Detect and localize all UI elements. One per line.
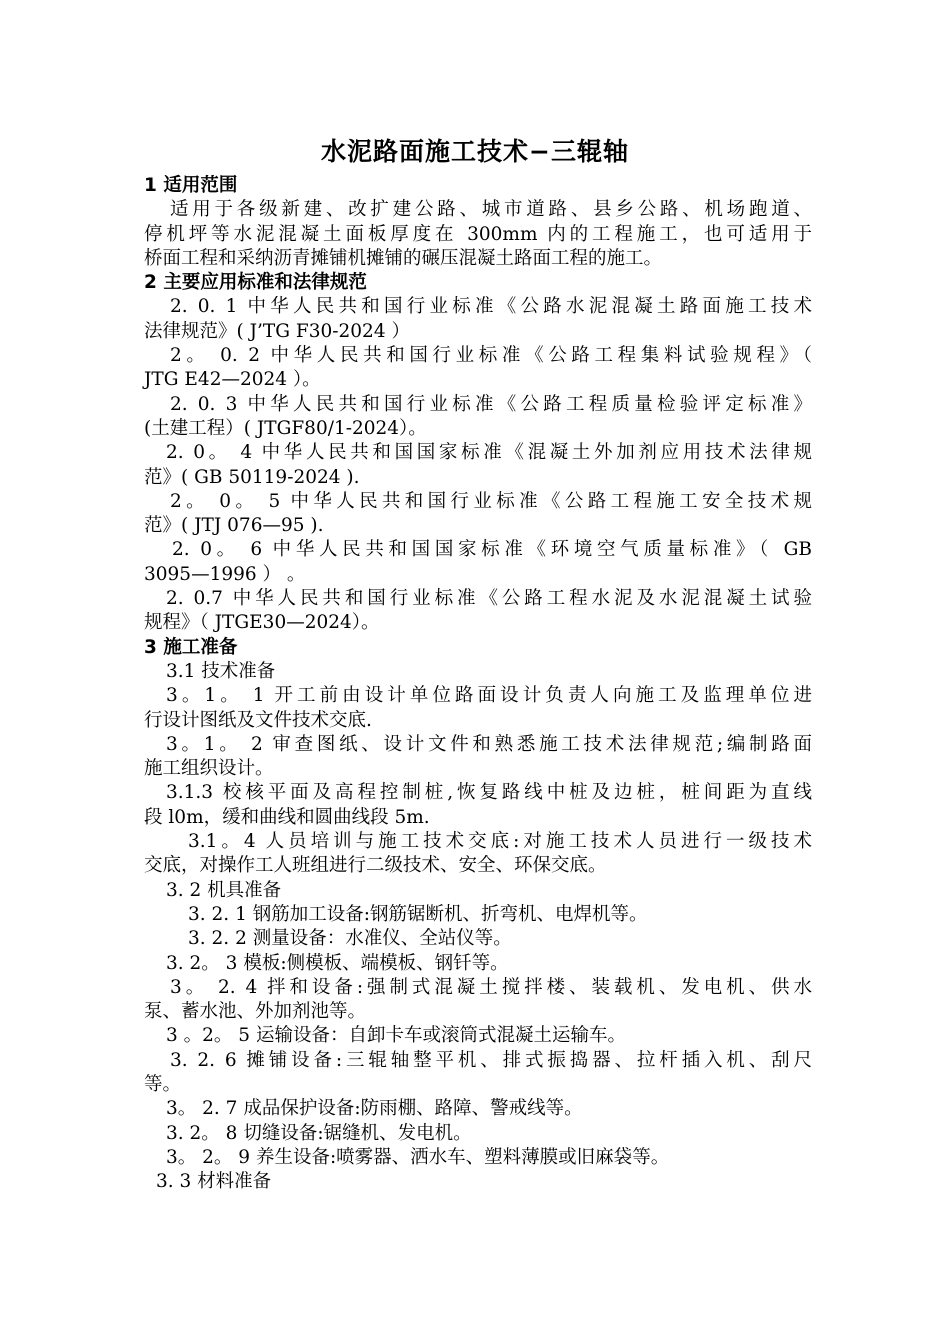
text-line: 3. 2。 3 模板:侧模板、端模板、钢钎等。 xyxy=(166,952,509,974)
section-heading: 1 适用范围 xyxy=(144,175,238,196)
text-line: 3.1.3 校核平面及高程控制桩,恢复路线中桩及边桩，桩间距为直线 xyxy=(166,782,812,804)
text-line: 3. 2. 2 测量设备：水准仪、全站仪等。 xyxy=(188,928,512,950)
text-line: 3。 2. 7 成品保护设备:防雨棚、路障、警戒线等。 xyxy=(166,1098,583,1120)
text-line: 施工组织设计。 xyxy=(144,758,274,780)
text-line: 3 。2。 5 运输设备：自卸卡车或滚筒式混凝土运输车。 xyxy=(166,1025,626,1047)
section-heading: 2 主要应用标准和法律规范 xyxy=(144,272,367,294)
text-line: 法律规范》( J’TG F30-2024 ） xyxy=(144,320,410,342)
text-line: 2. 0。 6 中华人民共和国国家标准《环境空气质量标准》（ GB xyxy=(172,539,812,561)
text-line: 3.1 技术准备 xyxy=(166,660,276,682)
text-line: 3. 3 材料准备 xyxy=(156,1171,272,1193)
text-line: 交底，对操作工人班组进行二级技术、安全、环保交底。 xyxy=(144,855,607,877)
text-line: 2. 0. 1 中华人民共和国行业标准《公路水泥混凝土路面施工技术 xyxy=(170,296,812,318)
text-line: 3. 2. 6 摊铺设备:三辊轴整平机、排式振捣器、拉杆插入机、刮尺 xyxy=(170,1049,812,1071)
text-line: 适用于各级新建、改扩建公路、城市道路、县乡公路、机场跑道、 xyxy=(170,199,812,221)
text-line: 等。 xyxy=(144,1073,182,1095)
text-line: 3.1。4 人员培训与施工技术交底:对施工技术人员进行一级技术 xyxy=(188,831,812,853)
text-line: 2. 0.7 中华人民共和国行业标准《公路工程水泥及水泥混凝土试验 xyxy=(166,588,812,610)
text-line: 范》( GB 50119-2024 ). xyxy=(144,466,360,488)
section-heading: 3 施工准备 xyxy=(144,636,238,658)
text-line: 2. 0. 3 中华人民共和国行业标准《公路工程质量检验评定标准》 xyxy=(170,393,812,415)
text-line: (土建工程）( JTGF80/1-2024）。 xyxy=(144,417,427,439)
text-line: 桥面工程和采纳沥青摊铺机摊铺的碾压混凝土路面工程的施工。 xyxy=(144,247,663,269)
text-line: 规程》（ JTGE30—2024）。 xyxy=(144,612,380,634)
text-line: 停机坪等水泥混凝土面板厚度在 300mm 内的工程施工，也可适用于 xyxy=(144,223,812,245)
text-line: 3。1。 1 开工前由设计单位路面设计负责人向施工及监理单位进 xyxy=(166,685,812,707)
text-line: 2. 0。 4 中华人民共和国国家标准《混凝土外加剂应用技术法律规 xyxy=(166,442,812,464)
text-line: 行设计图纸及文件技术交底. xyxy=(144,709,372,731)
document-title: 水泥路面施工技术−三辊轴 xyxy=(321,137,629,166)
text-line: 2。 0。 5 中华人民共和国行业标准《公路工程施工安全技术规 xyxy=(170,490,812,512)
text-line: 泵、蓄水池、外加剂池等。 xyxy=(144,1001,367,1023)
text-line: 范》( JTJ 076—95 ). xyxy=(144,515,324,537)
text-line: 3095—1996 ） 。 xyxy=(144,563,306,585)
text-line: 3. 2 机具准备 xyxy=(166,879,282,901)
text-line: 3。 2. 4 拌和设备:强制式混凝土搅拌楼、装载机、发电机、供水 xyxy=(170,976,812,998)
text-line: 3。1。 2 审查图纸、设计文件和熟悉施工技术法律规范;编制路面 xyxy=(166,733,812,755)
document-body xyxy=(144,174,812,1194)
text-line: JTG E42—2024 ）。 xyxy=(144,369,321,391)
text-line: 3. 2. 1 钢筋加工设备:钢筋锯断机、折弯机、电焊机等。 xyxy=(188,903,648,925)
text-line: 段 l0m，缓和曲线和圆曲线段 5m. xyxy=(144,806,430,828)
text-line: 3. 2。 8 切缝设备:锯缝机、发电机。 xyxy=(166,1122,472,1144)
text-line: 2。 0. 2 中华人民共和国行业标准《公路工程集料试验规程》（ xyxy=(170,345,812,367)
text-line: 3。 2。 9 养生设备:喷雾器、洒水车、塑料薄膜或旧麻袋等。 xyxy=(166,1146,670,1168)
